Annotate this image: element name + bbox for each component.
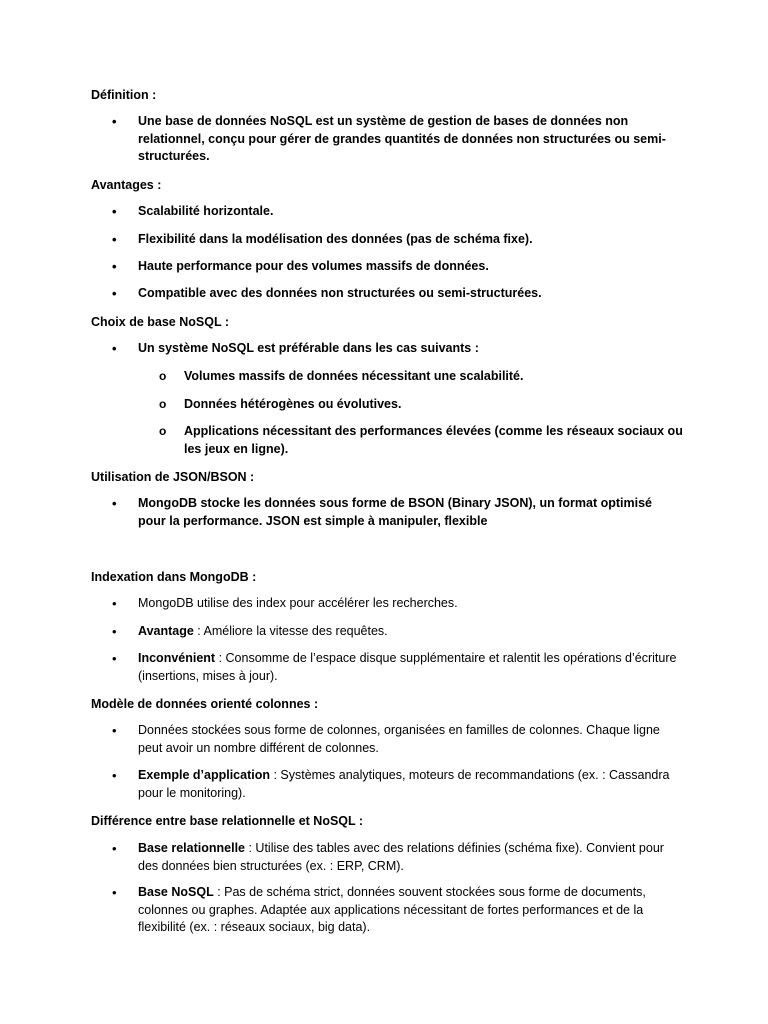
circle-bullet-icon: o: [159, 369, 167, 383]
bullet-icon: •: [112, 496, 117, 511]
list-item: • Avantage : Améliore la vitesse des requêtes.: [112, 624, 388, 639]
heading-modele-colonnes: Modèle de données orienté colonnes :: [91, 697, 319, 711]
item-label: Base NoSQL: [138, 885, 214, 899]
bullet-icon: •: [112, 624, 117, 639]
heading-choix: Choix de base NoSQL :: [91, 315, 229, 329]
item-label: Exemple d’application: [138, 768, 270, 782]
bullet-icon: •: [112, 204, 117, 219]
circle-bullet-icon: o: [159, 397, 167, 411]
heading-json-bson: Utilisation de JSON/BSON :: [91, 470, 255, 484]
list-item: • MongoDB utilise des index pour accélérer les recherches.: [112, 596, 458, 611]
heading-avantages: Avantages :: [91, 178, 162, 192]
bullet-icon: •: [112, 259, 117, 274]
heading-definition: Définition :: [91, 88, 157, 102]
item-label: Base relationnelle: [138, 841, 245, 855]
list-item: • Base NoSQL : Pas de schéma strict, données souvent stockées sous forme de documents, colonnes ou graphes. Adaptée aux applications nécessitant de fortes performances et de la flexibilité (ex. : réseaux sociaux, big data).: [112, 885, 646, 935]
bullet-icon: •: [112, 768, 117, 783]
bullet-icon: •: [112, 232, 117, 247]
bullet-icon: •: [112, 596, 117, 611]
list-item: • Une base de données NoSQL est un système de gestion de bases de données non relationnel, conçu pour gérer de grandes quantités de données non structurées ou semi-structurées.: [112, 114, 666, 164]
list-item: • MongoDB stocke les données sous forme de BSON (Binary JSON), un format optimisé pour la performance. JSON est simple à manipuler, flexible: [112, 496, 652, 528]
list-item: • Haute performance pour des volumes massifs de données.: [112, 259, 489, 274]
sub-list-item: o Volumes massifs de données nécessitant une scalabilité.: [184, 368, 684, 386]
list-item: • Données stockées sous forme de colonnes, organisées en familles de colonnes. Chaque ligne peut avoir un nombre différent de colonnes.: [112, 723, 660, 755]
item-label: Inconvénient: [138, 651, 216, 665]
bullet-icon: •: [112, 841, 117, 856]
list-item: • Un système NoSQL est préférable dans les cas suivants :: [112, 341, 479, 356]
item-label: Avantage: [138, 624, 194, 638]
bullet-icon: •: [112, 885, 117, 900]
list-item: • Inconvénient : Consomme de l’espace disque supplémentaire et ralentit les opérations d’écriture (insertions, mises à jour).: [112, 651, 677, 683]
list-item: • Compatible avec des données non structurées ou semi-structurées.: [112, 286, 542, 301]
circle-bullet-icon: o: [159, 424, 167, 438]
sub-list-item: o Données hétérogènes ou évolutives.: [184, 396, 684, 414]
list-item: • Scalabilité horizontale.: [112, 204, 274, 219]
bullet-icon: •: [112, 114, 117, 129]
sub-list-item: o Applications nécessitant des performances élevées (comme les réseaux sociaux ou les jeux en ligne).: [159, 424, 683, 456]
bullet-icon: •: [112, 723, 117, 738]
list-item: • Exemple d’application : Systèmes analytiques, moteurs de recommandations (ex. : Cassandra pour le monitoring).: [112, 768, 670, 800]
list-item: • Base relationnelle : Utilise des tables avec des relations définies (schéma fixe). Convient pour des données bien structurées (ex. : ERP, CRM).: [112, 841, 664, 873]
bullet-icon: •: [112, 341, 117, 356]
bullet-icon: •: [112, 651, 117, 666]
heading-difference: Différence entre base relationnelle et NoSQL :: [91, 814, 364, 828]
heading-indexation: Indexation dans MongoDB :: [91, 570, 257, 584]
list-item: • Flexibilité dans la modélisation des données (pas de schéma fixe).: [112, 232, 533, 247]
bullet-icon: •: [112, 286, 117, 301]
